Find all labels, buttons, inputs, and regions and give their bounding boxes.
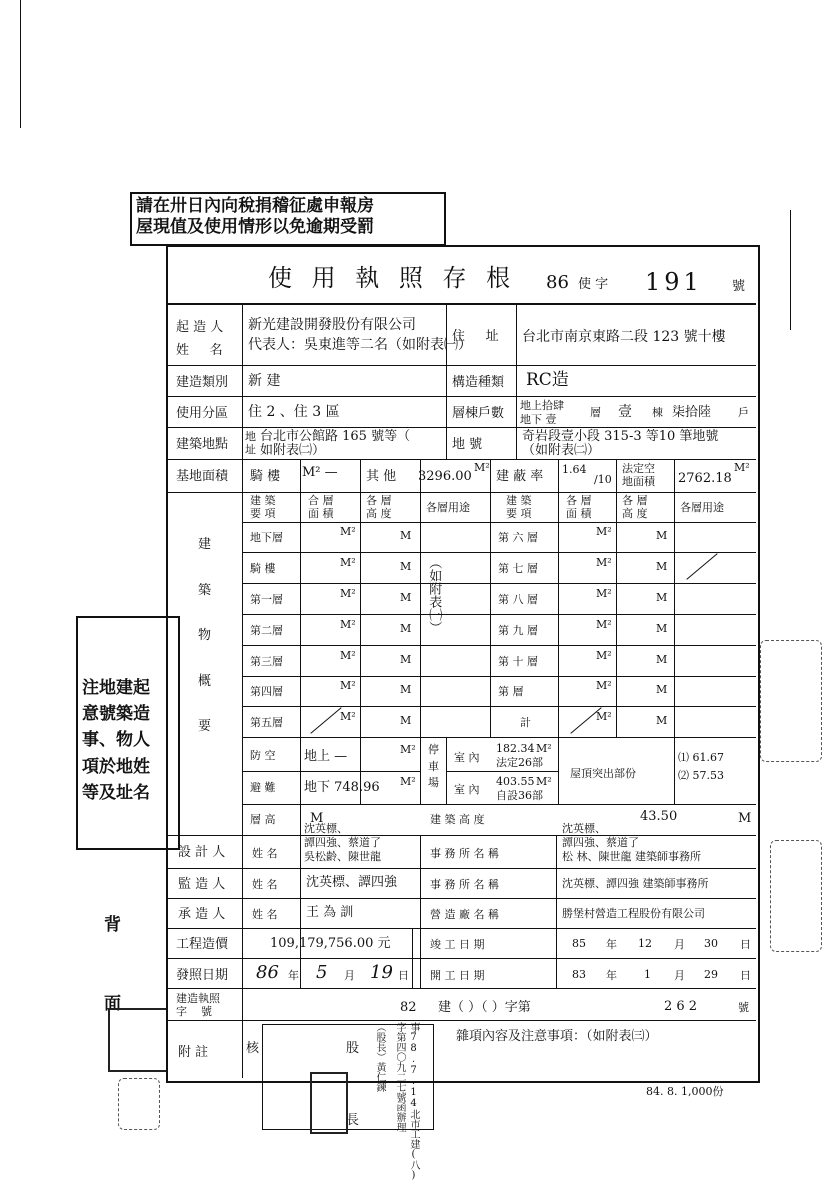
issue-year: 86 (256, 962, 279, 983)
contractor-name: 王 為 訓 (306, 905, 354, 920)
col-line (558, 459, 559, 804)
label-contractor: 承 造 人 (178, 907, 226, 922)
parking-indoor-1-note: 法定26部 (496, 756, 543, 769)
label-remarks: 附 註 (178, 1045, 209, 1060)
floor-area-unit: M² (340, 679, 356, 692)
col-line (446, 304, 447, 459)
household-unit: 戶 (738, 406, 749, 419)
builder-company: 新光建設開發股份有限公司 (248, 317, 416, 333)
roof-value-2: ⑵ 57.53 (678, 769, 724, 782)
floor-area-unit: M² (596, 525, 612, 538)
col-line (556, 928, 557, 988)
parking-indoor-1: 182.34 (496, 742, 535, 755)
floor-row-label: 第四層 (250, 685, 283, 698)
floors-below: 地下 壹 (520, 413, 557, 426)
side-note-stamp (76, 616, 180, 1014)
floor-height-unit: M (400, 653, 412, 666)
row-line (242, 737, 756, 738)
row-line (446, 771, 558, 772)
col-header-height-2: 各 層 高 度 (622, 494, 648, 521)
start-year: 83 (572, 968, 586, 981)
stamp-note-3: （股長）黃仁鍊 (374, 1022, 385, 1092)
day-label: 日 (740, 938, 751, 951)
tax-notice-stamp (130, 192, 446, 246)
floor-area-unit: M² (340, 525, 356, 538)
col-header-height: 各 層 高 度 (366, 494, 392, 521)
other-area: 3296.00 (418, 469, 472, 484)
building-height-unit: M (738, 811, 752, 826)
col-line (360, 459, 361, 804)
label-designer: 設 計 人 (178, 845, 226, 860)
row-line (168, 459, 756, 460)
floor-row-label: 第一層 (250, 593, 283, 606)
tax-notice-line1: 請在卅日內向稅捐稽征處申報房 (136, 196, 374, 216)
site-address: 台北市公館路 165 號等（ (260, 429, 411, 444)
permit-ref-number: 2 6 2 (664, 999, 698, 1014)
parking-indoor-1-unit: M² (536, 742, 552, 755)
row-line (168, 835, 756, 836)
building-unit: 棟 (652, 406, 663, 419)
form-title: 使 用 執 照 存 根 (268, 264, 517, 292)
row-line (168, 303, 756, 305)
label-designer-name: 姓 名 (252, 847, 278, 860)
floor-height-unit: M (400, 714, 412, 727)
roof-value-1: ⑴ 61.67 (678, 751, 724, 764)
floor-row-label: 地下層 (250, 531, 283, 544)
permit-suffix: 號 (732, 279, 746, 294)
building-height-value: 43.50 (640, 809, 678, 824)
floor-height-unit: M (656, 714, 668, 727)
official-seal (310, 1072, 348, 1134)
completion-day: 30 (704, 937, 718, 950)
label-firm-name: 營 造 廠 名 稱 (430, 908, 499, 921)
col-line (616, 459, 617, 737)
designer-names-2: 譚四強、蔡道了 (304, 836, 381, 849)
col-header-area-2: 各 層 面 積 (566, 494, 592, 521)
label-site-location: 建築地點 (176, 437, 229, 452)
label-arcade: 騎 樓 (250, 469, 281, 484)
col-line (674, 459, 675, 804)
side-note-back: 背 面 (104, 914, 121, 1014)
row-line (168, 958, 756, 959)
row-line (242, 614, 756, 615)
permit-ref-suffix: 號 (738, 1001, 749, 1014)
other-area-unit: M² (474, 461, 490, 474)
label-structure: 構造種類 (452, 375, 505, 390)
label-other: 其 他 (366, 469, 397, 484)
structure-value: RC造 (526, 370, 569, 390)
col-header-item-2: 建 築 要 項 (506, 494, 532, 521)
label-cost: 工程造價 (176, 937, 229, 952)
floor-row-label: 第二層 (250, 624, 283, 637)
row-line (168, 427, 756, 428)
floor-area-unit: M² (340, 618, 356, 631)
approve-label: 核 (246, 1041, 260, 1056)
margin-mark (20, 0, 21, 128)
floors-layer: 層 (590, 406, 601, 419)
col-header-use: 各層用途 (426, 501, 470, 514)
designer-office-3: 松 林、陳世龍 建築師事務所 (562, 850, 701, 863)
label-indoor-2: 室 內 (454, 783, 480, 796)
label-completion-date: 竣 工 日 期 (430, 938, 485, 951)
label-address: 住 址 (452, 329, 499, 344)
permit-year: 86 (546, 272, 569, 293)
row-line (168, 365, 756, 366)
label-coverage: 建 蔽 率 (496, 469, 544, 484)
row-line (168, 396, 756, 397)
permit-ref-year: 82 (400, 1000, 417, 1015)
legal-area-unit: M² (734, 461, 750, 474)
floor-row-label: 第五層 (250, 716, 283, 729)
floor-use-note: （如附表㈠） (426, 556, 442, 634)
label-zone: 使用分區 (176, 406, 229, 421)
label-building-summary: 建 築 物 概 要 (198, 537, 212, 734)
row-line (168, 492, 756, 493)
col-line (516, 304, 517, 459)
col-line (420, 835, 421, 988)
col-line (412, 928, 413, 958)
refuge-value: 地下 748.96 (304, 780, 380, 795)
month-label: 月 (674, 938, 685, 951)
floor-height-value: M (310, 811, 324, 826)
parking-indoor-2-note: 自設36部 (496, 789, 543, 802)
floor-area-unit: M² (596, 710, 612, 723)
floor-height-unit: M (656, 529, 668, 542)
floor-area-unit: M² (596, 556, 612, 569)
floor-area-unit: M² (340, 649, 356, 662)
label-roof: 屋頂突出部份 (570, 767, 636, 780)
designer-names-1: 沈英標、 (304, 822, 348, 835)
section-label: 股 (346, 1041, 360, 1056)
col-line (446, 737, 447, 804)
air-raid-value: 地上 — (304, 749, 348, 764)
start-day: 29 (704, 968, 718, 981)
row-line (242, 522, 756, 523)
col-header-item: 建 築 要 項 (250, 494, 276, 521)
permit-char: 使 字 (578, 277, 609, 292)
row-line (168, 928, 756, 929)
address-value: 台北市南京東路二段 123 號十樓 (522, 329, 726, 345)
cost-value: 109,179,756.00 元 (270, 936, 391, 951)
lot-value: 奇岩段壹小段 315-3 等10 筆地號 (522, 429, 719, 444)
col-line (300, 459, 301, 837)
designer-office-2: 譚四強、蔡道了 (562, 836, 639, 849)
row-line (242, 645, 756, 646)
day-label: 日 (398, 969, 409, 982)
supervisor-office: 沈英標、譚四強 建築師事務所 (562, 877, 709, 890)
label-floors-units: 層棟戶數 (452, 406, 505, 421)
label-legal-area: 法定空 地面積 (622, 462, 655, 489)
floor-height-unit: M (400, 683, 412, 696)
floor-height-unit: M (656, 560, 668, 573)
seal-stamp (108, 1008, 168, 1072)
floor-height-unit: M (400, 622, 412, 635)
coverage-value: 1.64 (562, 463, 587, 476)
col-line (242, 1020, 243, 1078)
row-line (168, 1020, 756, 1021)
parking-indoor-2: 403.55 (496, 775, 535, 788)
label-issue-date: 發照日期 (176, 968, 229, 983)
floor-area-unit: M² (340, 710, 356, 723)
floor-row-label: 第 十 層 (498, 655, 538, 668)
floor-row-label: 第 八 層 (498, 593, 538, 606)
coverage-denominator: /10 (594, 473, 612, 486)
col-line (300, 835, 301, 988)
floor-area-unit: M² (596, 679, 612, 692)
label-site-prefix: 地 址 (245, 430, 256, 457)
label-base-area: 基地面積 (176, 469, 229, 484)
label-parking: 停 車 場 (428, 743, 439, 789)
label-office-name: 事 務 所 名 稱 (430, 847, 499, 860)
label-air-raid: 防 空 (250, 749, 276, 762)
zone-value: 住 2 、住 3 區 (248, 404, 340, 420)
build-type-value: 新 建 (248, 373, 281, 389)
floor-row-label: 第 九 層 (498, 624, 538, 637)
builder-rep: 代表人：吳東進等二名（如附表㈠） (248, 337, 472, 353)
completion-month: 12 (638, 937, 652, 950)
col-line (490, 459, 491, 737)
label-refuge: 避 難 (250, 781, 276, 794)
col-line (242, 304, 243, 1020)
col-line (420, 459, 421, 804)
floor-row-label: 計 (520, 716, 531, 729)
floor-row-label: 第 六 層 (498, 531, 538, 544)
col-line (556, 835, 557, 928)
label-build-type: 建造類別 (176, 375, 229, 390)
edge-stamp (770, 840, 822, 952)
col-line (412, 958, 413, 988)
year-label: 年 (288, 969, 299, 982)
side-note-text: 注地建起 意號築造 事、物人 項於地姓 等及址名 (82, 677, 150, 804)
parking-indoor-2-unit: M² (536, 775, 552, 788)
month-label: 月 (674, 969, 685, 982)
seal-stamp (118, 1078, 160, 1130)
floor-row-label: 第三層 (250, 655, 283, 668)
tax-notice-line2: 屋現值及使用情形以免逾期受罰 (136, 217, 374, 238)
label-supervisor-name: 姓 名 (252, 878, 278, 891)
row-line (242, 676, 756, 677)
issue-day: 19 (370, 962, 393, 983)
floor-area-unit: M² (596, 587, 612, 600)
row-line (242, 771, 420, 772)
row-line (242, 804, 756, 805)
site-address-2: 如附表㈡） (260, 443, 326, 458)
label-permit-no: 建造執照 字 號 (176, 992, 220, 1019)
arcade-area: M² — (302, 465, 338, 480)
floor-row-label: 騎 樓 (250, 562, 276, 575)
label-start-date: 開 工 日 期 (430, 969, 485, 982)
floor-area-unit: M² (340, 587, 356, 600)
print-info: 84. 8. 1,000份 (646, 1085, 724, 1098)
floor-height-unit: M (400, 529, 412, 542)
label-builder: 起 造 人 姓 名 (176, 320, 224, 359)
row-line (242, 583, 756, 584)
lot-value-2: （如附表㈡） (522, 443, 601, 458)
floor-height-unit: M (656, 653, 668, 666)
row-line (168, 868, 756, 869)
label-indoor-1: 室 內 (454, 751, 480, 764)
floor-height-unit: M (400, 560, 412, 573)
label-lot-no: 地 號 (452, 437, 483, 452)
permit-number: 191 (645, 268, 703, 296)
col-header-area: 合 層 面 積 (308, 494, 334, 521)
year-label: 年 (606, 969, 617, 982)
completion-year: 85 (572, 937, 586, 950)
label-contractor-name: 姓 名 (252, 908, 278, 921)
floors-above: 地上拾肆 (520, 399, 564, 412)
floor-row-label: 第 七 層 (498, 562, 538, 575)
margin-mark (790, 210, 791, 330)
contractor-firm: 勝堡村營造工程股份有限公司 (562, 907, 705, 920)
row-line (242, 706, 756, 707)
air-raid-unit: M² (400, 743, 416, 756)
row-line (242, 552, 756, 553)
designer-names-3: 吳松齡、陳世龍 (304, 850, 381, 863)
household-count: 柒拾陸 (672, 405, 712, 420)
label-building-height: 建 築 高 度 (430, 813, 485, 826)
floor-row-label: 第 層 (498, 685, 524, 698)
supervisor-names: 沈英標、譚四強 (306, 875, 398, 890)
floor-height-unit: M (656, 622, 668, 635)
legal-area-value: 2762.18 (678, 471, 732, 486)
stamp-note-2: 字第四〇九二七號函辦理 (394, 1022, 405, 1132)
start-month: 1 (644, 968, 651, 981)
stamp-note-1: 事78.7.14北市工建(八) (408, 1022, 419, 1181)
refuge-unit: M² (400, 775, 416, 788)
floor-area-unit: M² (596, 618, 612, 631)
label-supervisor: 監 造 人 (178, 877, 226, 892)
designer-office-1: 沈英標、 (562, 822, 606, 835)
floor-height-unit: M (656, 591, 668, 604)
floor-area-unit: M² (596, 649, 612, 662)
year-label: 年 (606, 938, 617, 951)
permit-ref-char: 建（ ）（ ）字第 (438, 1000, 531, 1015)
floor-height-unit: M (400, 591, 412, 604)
edge-stamp (760, 640, 822, 762)
month-label: 月 (344, 969, 355, 982)
misc-notes: 雜項內容及注意事項：（如附表㈢） (456, 1029, 658, 1044)
day-label: 日 (740, 969, 751, 982)
row-line (168, 898, 756, 899)
floor-area-unit: M² (340, 556, 356, 569)
floor-height-unit: M (656, 683, 668, 696)
col-header-use-2: 各層用途 (680, 501, 724, 514)
issue-month: 5 (316, 962, 328, 983)
label-supervisor-office: 事 務 所 名 稱 (430, 878, 499, 891)
chief-label: 長 (346, 1113, 360, 1128)
row-line (168, 988, 756, 989)
label-floor-height: 層 高 (250, 813, 276, 826)
building-count: 壹 (618, 404, 632, 420)
